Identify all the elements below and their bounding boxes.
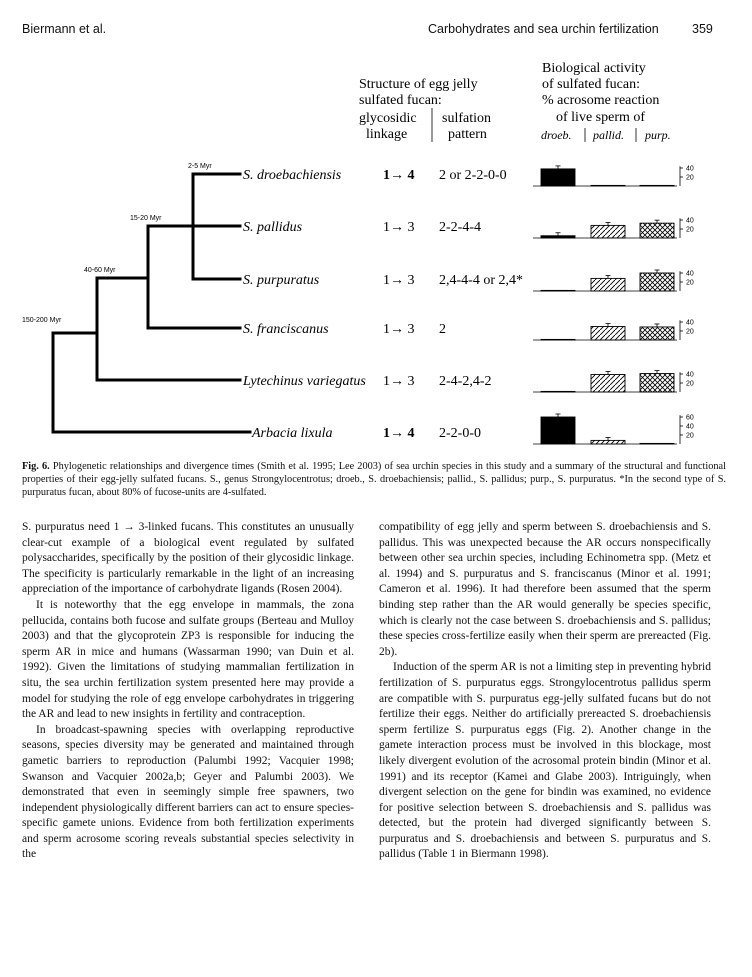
species-rows <box>242 168 523 441</box>
activity-bar <box>640 443 674 444</box>
activity-bar <box>591 185 625 186</box>
sulfation-pattern: 2-2-4-4 <box>439 220 481 235</box>
bar-panels <box>533 166 694 445</box>
pattern-heading-1: sulfation <box>442 111 491 126</box>
bar-panel <box>533 218 694 239</box>
activity-heading-4: of live sperm of <box>556 110 646 125</box>
figure-caption <box>22 460 726 499</box>
body-column-right <box>379 520 711 863</box>
activity-heading-1: Biological activity <box>542 61 646 76</box>
tree-branch-150-200 <box>53 333 97 380</box>
structure-heading-1: Structure of egg jelly <box>359 77 478 92</box>
paragraph: In broadcast-spawning species with overlapping reproductive seasons, species diversity may be generated and maintained through gametic barriers to reproduction (Palumbi 1992; Vacquier 1998; Swanson and Vacquier 2002a,b; Geyer and Palumbi 2003). We demonstrated that even in seemingly simple free spawners, two independent physiologically different barriers can act to ensure species-specific gamete unions. Evidence from both fertilization experiments and sperm acrosome scoring reveals substantial species selectivity in the <box>22 723 354 861</box>
page-number: 359 <box>692 22 713 36</box>
sulfation-pattern: 2,4-4-4 or 2,4* <box>439 273 523 288</box>
structure-heading-2: sulfated fucan: <box>359 93 442 108</box>
bar-panel <box>533 270 694 291</box>
activity-heading-3: % acrosome reaction <box>542 93 660 108</box>
linkage-value: 1→ 3 <box>383 374 415 389</box>
linkage-heading-2: linkage <box>366 127 408 142</box>
axis-tick-label: 60 <box>686 414 694 422</box>
activity-bar <box>541 417 575 444</box>
linkage-value: 1→ 3 <box>383 220 415 235</box>
axis-tick-label: 20 <box>686 226 694 234</box>
branch-label-150-200: 150-200 Myr <box>22 317 62 324</box>
activity-bar <box>640 185 674 186</box>
species-name: Arbacia lixula <box>252 426 333 441</box>
species-name: S. pallidus <box>243 220 303 235</box>
species-name: Lytechinus variegatus <box>243 374 366 389</box>
bar-panel <box>533 414 694 444</box>
paragraph: S. purpuratus need 1 → 3-linked fucans. This constitutes an unusually clear-cut example of a biological event regulated by sulfated polysaccharides, specifically by the position of their glycosidic linkage. The specificity is particularly remarkable in the light of an increasing appreciation of the importance of carbohydrate ligands (Rosen 2004). <box>22 521 354 596</box>
linkage-value: 1→ 4 <box>383 168 415 183</box>
activity-bar <box>591 278 625 291</box>
linkage-value: 1→ 3 <box>383 322 415 337</box>
axis-tick-label: 20 <box>686 380 694 388</box>
branch-label-2-5: 2-5 Myr <box>188 163 212 170</box>
sulfation-pattern: 2 or 2-2-0-0 <box>439 168 507 183</box>
body-column-left <box>22 520 354 863</box>
species-name: S. droebachiensis <box>243 168 342 183</box>
activity-bar <box>591 327 625 341</box>
bar-panel <box>533 371 694 392</box>
activity-col-pallid: pallid. <box>593 128 625 142</box>
linkage-value: 1→ 4 <box>383 426 415 441</box>
activity-bar <box>541 169 575 186</box>
bar-panel <box>533 320 694 341</box>
axis-tick-label: 20 <box>686 174 694 182</box>
axis-tick-label: 40 <box>686 423 694 431</box>
sulfation-pattern: 2-4-2,4-2 <box>439 374 492 389</box>
caption-label: Fig. 6. <box>22 461 50 472</box>
species-name: S. purpuratus <box>243 273 320 288</box>
activity-bar <box>591 225 625 238</box>
activity-bar <box>541 236 575 238</box>
paragraph: compatibility of egg jelly and sperm between S. droebachiensis and S. pallidus. This was unexpected because the AR occurs nonspecifically between other sea urchin species, including Echinometra spp. (Metz et al. 1994) and S. purpuratus and S. franciscanus (Minor et al. 1991; Cameron et al. 1996). It had therefore been assumed that the sperm binding step rather than the AR would generally be species specific, which is clearly not the case between S. droebachiensis and S. pallidus; these species cross-fertilize easily when their sperm are prereacted (Fig. 2b). <box>379 521 711 658</box>
sulfation-pattern: 2-2-0-0 <box>439 426 481 441</box>
activity-col-droeb: droeb. <box>541 128 572 142</box>
sulfation-pattern: 2 <box>439 322 446 337</box>
activity-bar <box>591 440 625 444</box>
figure-6 <box>0 0 752 455</box>
caption-text: Phylogenetic relationships and divergence times (Smith et al. 1995; Lee 2003) of sea urchin species in this study and a summary of the structural and functional properties of their egg-jelly sulfated fucans. S., genus Strongylocentrotus; droeb., S. droebachiensis; pallid., S. pallidus; purp., S. purpuratus. *In the second type of S. purpuratus fucan, about 80% of fucose-units are 4-sulfated. <box>22 461 726 498</box>
paragraph: Induction of the sperm AR is not a limiting step in preventing hybrid fertilization of S. purpuratus eggs. Strongylocentrotus pallidus sperm are compatible with S. purpuratus egg-jelly sulfated fucans but do not fertilize their eggs. Neither do artificially prereacted S. droebachiensis sperm fertilize S. purpuratus eggs (Fig. 2). Another change in the gamete interaction process must be involved in this blockage, most likely divergent evolution of the acrosomal protein bindin (Minor et al. 1991) and its receptor (Kamei and Glabe 2003). Intriguingly, when divergent selection on the gene for bindin was examined, no evidence for positive selection between S. droebachiensis and S. pallidus was detected, but the protein had diverged significantly between S. purpuratus and S. droebachiensis and between S. purpuratus and S. pallidus (Table 1 in Biermann 1998). <box>379 661 711 861</box>
branch-label-40-60: 40-60 Myr <box>84 267 116 274</box>
paragraph: It is noteworthy that the egg envelope in mammals, the zona pellucida, contains both fucose and sulfate groups (Berteau and Mulloy 2003) and that the glycoprotein ZP3 is responsible for inducing the sperm AR in mice and humans (Wassarman 1990; van Duin et al. 1992). Given the limitations of studying mammalian fertilization in situ, the sea urchin fertilization system presented here may provide a model for studying the role of egg envelope carbohydrates in triggering the AR and lead to new insights in fertility and contraception. <box>22 598 354 721</box>
linkage-value: 1→ 3 <box>383 273 415 288</box>
running-head-title: Carbohydrates and sea urchin fertilization <box>428 22 659 36</box>
branch-label-15-20: 15-20 Myr <box>130 215 162 222</box>
bar-panel <box>533 166 694 187</box>
activity-heading-2: of sulfated fucan: <box>542 77 640 92</box>
axis-tick-label: 20 <box>686 328 694 336</box>
activity-bar <box>640 327 674 340</box>
tree-branch-root <box>53 333 250 432</box>
activity-bar <box>541 391 575 392</box>
axis-tick-label: 20 <box>686 432 694 440</box>
linkage-heading-1: glycosidic <box>359 111 417 126</box>
axis-tick-label: 40 <box>686 319 694 327</box>
axis-tick-label: 40 <box>686 270 694 278</box>
activity-bar <box>591 374 625 392</box>
phylogenetic-tree <box>53 174 250 432</box>
activity-bar <box>640 223 674 238</box>
running-head-authors: Biermann et al. <box>22 22 107 36</box>
activity-bar <box>640 273 674 291</box>
axis-tick-label: 20 <box>686 279 694 287</box>
activity-bar <box>541 339 575 340</box>
axis-tick-label: 40 <box>686 371 694 379</box>
pattern-heading-2: pattern <box>448 127 487 142</box>
axis-tick-label: 40 <box>686 165 694 173</box>
activity-col-purp: purp. <box>645 128 671 142</box>
species-name: S. franciscanus <box>243 322 329 337</box>
activity-bar <box>640 374 674 392</box>
axis-tick-label: 40 <box>686 217 694 225</box>
activity-bar <box>541 290 575 291</box>
